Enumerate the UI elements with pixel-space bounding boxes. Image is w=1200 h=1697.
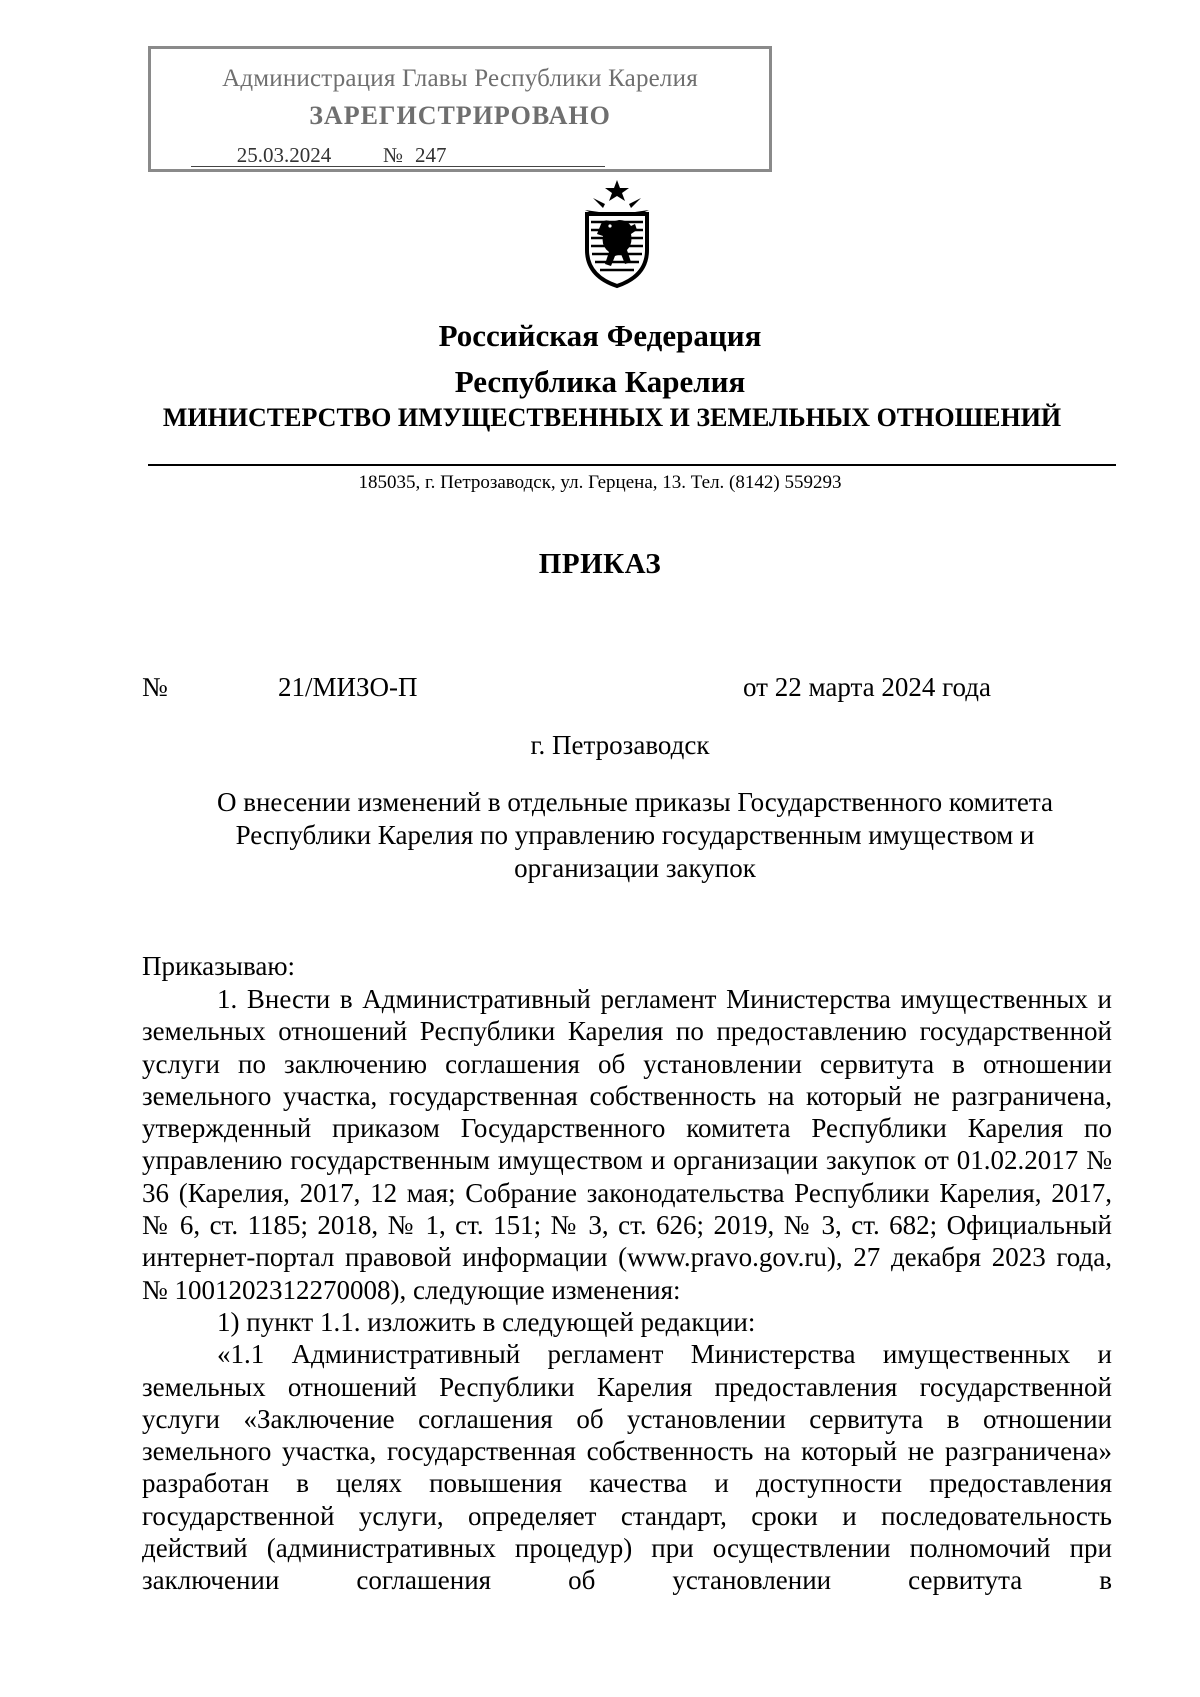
- subject-line: организации закупок: [514, 853, 756, 883]
- document-date: от 22 марта 2024 года: [743, 672, 991, 702]
- order-word: Приказываю:: [142, 951, 295, 981]
- header-federation: Российская Федерация: [438, 318, 762, 353]
- header-address: 185035, г. Петрозаводск, ул. Герцена, 13. Тел. (8142) 559293: [358, 472, 842, 493]
- header-republic: Республика Карелия: [454, 364, 746, 399]
- registration-stamp: [148, 46, 772, 172]
- header-ministry: МИНИСТЕРСТВО ИМУЩЕСТВЕННЫХ И ЗЕМЕЛЬНЫХ ОТНОШЕНИЙ: [162, 403, 1062, 432]
- karelia-coat-of-arms-icon: [575, 178, 659, 290]
- document-number: 21/МИЗО-П: [278, 672, 418, 702]
- body-paragraph: 1. Внести в Административный регламент Министерства имущественных и земельных отношений Республики Карелия по предоставлению государственной услуги по заключению соглашения об установлении сервитута в отношении земельного участка, государственная собственность на который не разграничена, утвержденный приказом Государственного комитета Республики Карелия по управлению государственным имуществом и организации закупок от 01.02.2017 № 36 (Карелия, 2017, 12 мая; Собрание законодательства Республики Карелия, 2017, № 6, ст. 1185; 2018, № 1, ст. 151; № 3, ст. 626; 2019, № 3, ст. 682; Официальный интернет-портал правовой информации (www.pravo.gov.ru), 27 декабря 2023 года, № 1001202312270008), следующие изменения:: [142, 984, 1112, 1305]
- stamp-number: 247: [409, 144, 605, 167]
- stamp-status: ЗАРЕГИСТРИРОВАНО: [309, 101, 611, 130]
- stamp-registration-row: [191, 143, 605, 168]
- document-city: г. Петрозаводск: [530, 730, 710, 760]
- document-number-sign: №: [142, 672, 168, 702]
- stamp-number-sign: №: [377, 144, 409, 167]
- body-paragraph: 1) пункт 1.1. изложить в следующей редакции:: [217, 1306, 756, 1337]
- body-paragraph: «1.1 Административный регламент Министерства имущественных и земельных отношений Республики Карелия предоставления государственной услуги «Заключение соглашения об установлении сервитута в отношении земельного участка, государственная собственность на который не разграничена» разработан в целях повышения качества и доступности предоставления государственной услуги, определяет стандарт, сроки и последовательность действий (административных процедур) при осуществлении полномочий при заключении соглашения об установлении сервитута в: [142, 1339, 1112, 1596]
- stamp-authority: Администрация Главы Республики Карелия: [222, 65, 698, 92]
- stamp-date: 25.03.2024: [191, 144, 377, 167]
- header-divider: [148, 464, 1116, 466]
- document-body: [142, 983, 1112, 1597]
- subject-line: О внесении изменений в отдельные приказы Государственного комитета: [216, 787, 1054, 817]
- document-type: ПРИКАЗ: [538, 548, 662, 580]
- subject-line: Республики Карелия по управлению государственным имуществом и: [235, 820, 1035, 850]
- document-subject: [170, 786, 1100, 885]
